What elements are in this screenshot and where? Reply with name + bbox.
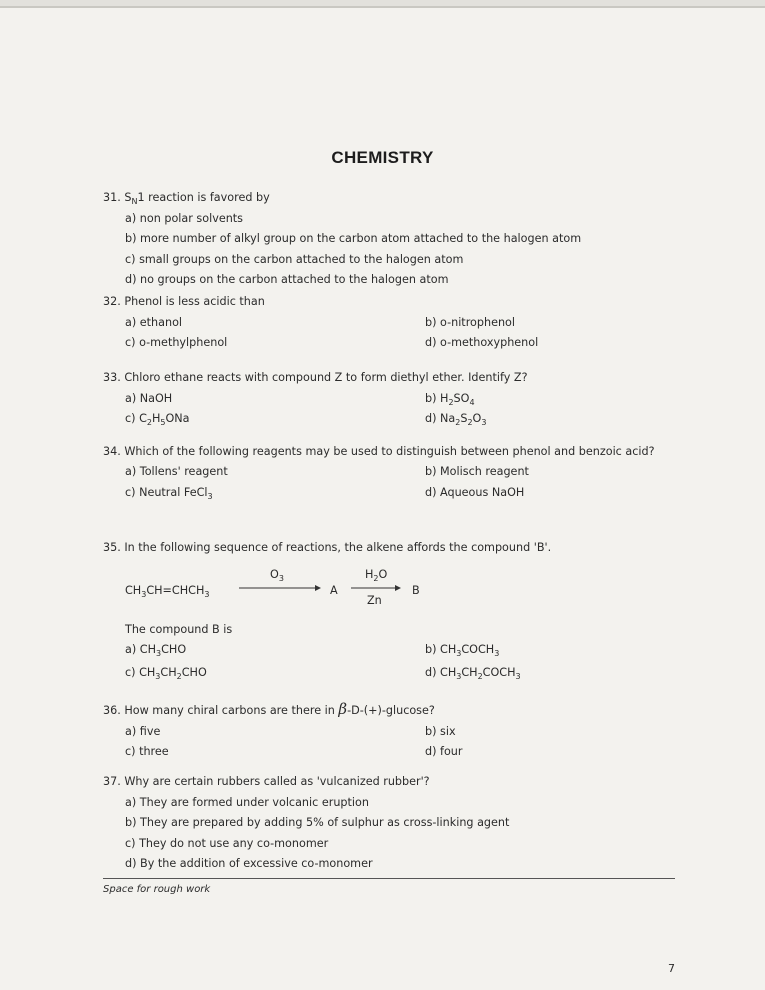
- reaction-reactant: $CH_3CH=CHCH_3$: [125, 583, 210, 599]
- reaction-arrow-1: [239, 583, 321, 593]
- reaction-scheme: [103, 559, 683, 607]
- footer-divider: [103, 878, 675, 879]
- question-33-option-d: d) $Na_2S_2O_3$: [425, 412, 487, 428]
- question-32-option-b: b) o-nitrophenol: [425, 315, 516, 329]
- question-35-prompt: The compound B is: [125, 622, 233, 636]
- question-36-option-c: c) three: [125, 745, 169, 758]
- reaction-reagent-2-top: $H_2O$: [365, 567, 388, 583]
- question-34-stem: 34. Which of the following reagents may be used to distinguish between phenol and benzoic acid?: [103, 445, 655, 458]
- reaction-product: B: [412, 583, 420, 597]
- question-32-option-c: c) o-methylphenol: [125, 336, 228, 349]
- question-37-option-b: b) They are prepared by adding 5% of sulphur as cross-linking agent: [125, 816, 510, 829]
- question-34-option-c: c) Neutral FeCl$_3$: [125, 485, 213, 501]
- question-36-stem: 36. How many chiral carbons are there in β-D-(+)-glucose?: [103, 700, 435, 718]
- reaction-reagent-2-bottom: Zn: [367, 593, 382, 607]
- question-34: [103, 444, 683, 503]
- page-title: CHEMISTRY: [331, 148, 434, 167]
- question-33-stem: 33. Chloro ethane reacts with compound Z to form diethyl ether. Identify Z?: [103, 371, 528, 384]
- question-37-option-d: d) By the addition of excessive co-monomer: [125, 857, 373, 870]
- reaction-reagent-1: $O_3$: [270, 567, 284, 583]
- question-37: [103, 772, 683, 875]
- page-number: 7: [668, 962, 675, 975]
- question-35: [103, 538, 683, 683]
- question-34-option-a: a) Tollens' reagent: [125, 465, 228, 478]
- question-34-option-d: d) Aqueous NaOH: [425, 485, 525, 499]
- question-32-option-a: a) ethanol: [125, 315, 183, 329]
- question-37-option-c: c) They do not use any co-monomer: [125, 836, 329, 850]
- question-35-stem: 35. In the following sequence of reactions, the alkene affords the compound 'B'.: [103, 541, 552, 554]
- question-37-option-a: a) They are formed under volcanic eruption: [125, 795, 369, 809]
- reaction-intermediate: A: [330, 583, 338, 597]
- question-31-option-d: d) no groups on the carbon attached to the halogen atom: [125, 273, 449, 286]
- rough-work-label: Space for rough work: [103, 884, 211, 895]
- beta-symbol: β: [338, 700, 348, 718]
- question-37-stem: 37. Why are certain rubbers called as 'vulcanized rubber'?: [103, 775, 430, 788]
- question-35-option-a: a) $CH_3CHO$: [125, 643, 187, 659]
- question-32-stem: 32. Phenol is less acidic than: [103, 295, 265, 308]
- page-top-shadow: [0, 6, 765, 8]
- question-32-option-d: d) o-methoxyphenol: [425, 336, 539, 349]
- question-33: [103, 368, 683, 430]
- question-35-option-c: c) $CH_3CH_2CHO$: [125, 665, 207, 681]
- question-35-option-d: d) $CH_3CH_2COCH_3$: [425, 665, 521, 681]
- question-31: [103, 188, 683, 291]
- question-31-stem: 31. $S_N1$ reaction is favored by: [103, 191, 270, 207]
- question-36: [103, 699, 683, 763]
- question-36-option-a: a) five: [125, 724, 161, 738]
- question-31-option-c: c) small groups on the carbon attached to the halogen atom: [125, 252, 464, 266]
- question-33-option-b: b) $H_2SO_4$: [425, 391, 475, 407]
- question-33-option-c: c) $C_2H_5ONa$: [125, 412, 190, 428]
- question-36-option-d: d) four: [425, 745, 463, 758]
- question-32: [103, 292, 683, 354]
- question-35-option-b: b) $CH_3COCH_3$: [425, 643, 500, 659]
- question-36-option-b: b) six: [425, 724, 456, 738]
- question-34-option-b: b) Molisch reagent: [425, 465, 529, 478]
- question-31-option-a: a) non polar solvents: [125, 211, 244, 225]
- question-33-option-a: a) NaOH: [125, 391, 173, 405]
- question-31-option-b: b) more number of alkyl group on the carbon atom attached to the halogen atom: [125, 232, 582, 245]
